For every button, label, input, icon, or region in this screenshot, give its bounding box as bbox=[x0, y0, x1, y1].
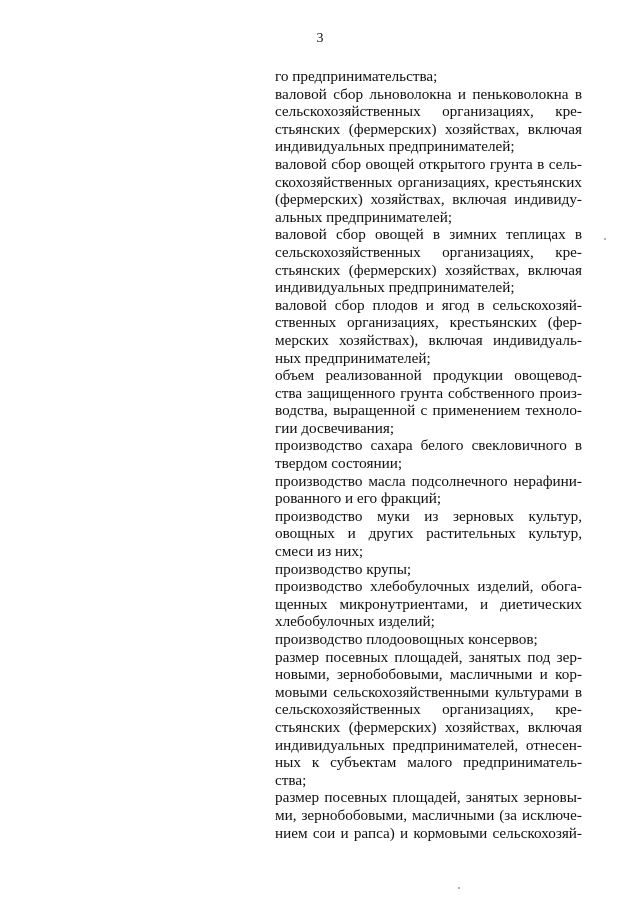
text-line: сельскохозяйственных организациях, кре- bbox=[275, 243, 582, 261]
text-line: размер посевных площадей, занятых зерновы- bbox=[275, 789, 582, 807]
text-line: рованного и его фракций; bbox=[275, 490, 442, 508]
scan-speck bbox=[604, 238, 606, 240]
text-line: гии досвечивания; bbox=[275, 419, 395, 437]
text-line: валовой сбор льноволокна и пеньковолокна в bbox=[275, 85, 582, 103]
body-text bbox=[275, 68, 582, 842]
text-line: новыми, зернобобовыми, масличными и кор- bbox=[275, 666, 582, 684]
text-line: нием сои и рапса) и кормовыми сельскохозяй- bbox=[275, 824, 582, 842]
text-line: ных предпринимателей; bbox=[275, 349, 431, 367]
text-line: мовыми сельскохозяйственными культурами в bbox=[275, 683, 582, 701]
text-line: валовой сбор овощей открытого грунта в сель- bbox=[275, 155, 582, 173]
text-line: индивидуальных предпринимателей; bbox=[275, 138, 515, 156]
text-line: сельскохозяйственных организациях, кре- bbox=[275, 701, 582, 719]
text-line: ственных организациях, крестьянских (фер- bbox=[275, 314, 582, 332]
page-number: 3 bbox=[316, 31, 324, 46]
text-line: (фермерских) хозяйствах, включая индивиду- bbox=[275, 191, 582, 209]
text-line: ных к субъектам малого предприниматель- bbox=[275, 754, 582, 772]
text-line: производство плодоовощных консервов; bbox=[275, 631, 538, 648]
text-line: водства, выращенной с применением техноло- bbox=[275, 402, 582, 420]
text-line: смеси из них; bbox=[275, 543, 364, 561]
text-line: производство сахара белого свекловичного в bbox=[275, 437, 582, 455]
text-line: ства; bbox=[275, 771, 307, 789]
text-line: производство масла подсолнечного нерафини- bbox=[275, 472, 582, 490]
text-line: производство крупы; bbox=[275, 560, 412, 578]
text-line: стьянских (фермерских) хозяйствах, включая bbox=[275, 120, 582, 138]
text-line: хлебобулочных изделий; bbox=[275, 613, 435, 631]
scan-speck bbox=[458, 887, 460, 889]
text-line: ства защищенного грунта собственного произ- bbox=[275, 384, 582, 402]
text-line: валовой сбор плодов и ягод в сельскохозяй- bbox=[275, 296, 582, 314]
text-line: стьянских (фермерских) хозяйствах, включая bbox=[275, 261, 582, 279]
text-line: производство муки из зерновых культур, bbox=[275, 507, 582, 525]
text-line: ми, зернобобовыми, масличными (за исключе- bbox=[275, 806, 582, 824]
text-line: размер посевных площадей, занятых под зер- bbox=[275, 648, 582, 666]
text-line: объем реализованной продукции овощевод- bbox=[275, 367, 582, 385]
text-line: скохозяйственных организациях, крестьянских bbox=[275, 173, 582, 191]
text-line: овощных и других растительных культур, bbox=[275, 525, 582, 543]
text-line: индивидуальных предпринимателей; bbox=[275, 279, 515, 297]
text-line: валовой сбор овощей в зимних теплицах в bbox=[275, 226, 582, 244]
text-line: стьянских (фермерских) хозяйствах, включая bbox=[275, 718, 582, 736]
text-line: альных предпринимателей; bbox=[275, 208, 453, 226]
text-line: твердом состоянии; bbox=[275, 455, 403, 473]
text-line: го предпринимательства; bbox=[275, 68, 438, 85]
text-line: мерских хозяйствах), включая индивидуаль- bbox=[275, 331, 582, 349]
text-line: сельскохозяйственных организациях, кре- bbox=[275, 103, 582, 121]
text-line: щенных микронутриентами, и диетических bbox=[275, 595, 582, 613]
text-line: производство хлебобулочных изделий, обога- bbox=[275, 578, 582, 596]
text-line: индивидуальных предпринимателей, отнесен- bbox=[275, 736, 582, 754]
